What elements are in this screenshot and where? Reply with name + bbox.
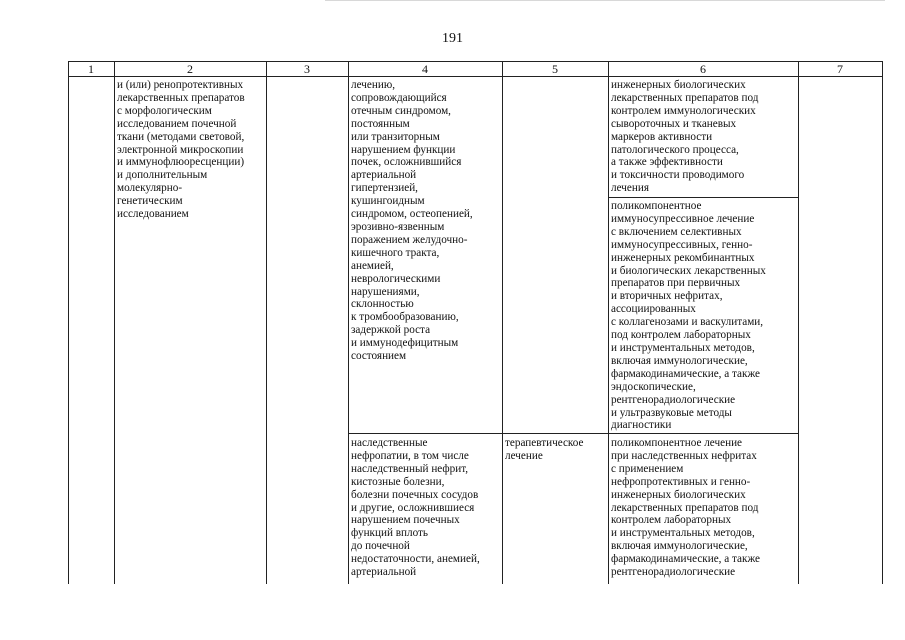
header-col-7: 7 — [837, 62, 843, 76]
col-divider-4-5 — [502, 61, 503, 584]
col-divider-3-4 — [348, 61, 349, 584]
table-border-left — [68, 61, 69, 584]
row2-divider — [348, 433, 799, 434]
header-col-1: 1 — [88, 62, 94, 76]
row1-col2-text: и (или) ренопротективных лекарственных препаратов с морфологическим исследованием почечной ткани (методами световой, электронной микроскопии и иммунофлюоресценции) и дополнительным молекулярно- генетическим исследованием — [117, 79, 245, 221]
table-border-right — [882, 61, 883, 584]
col-divider-1-2 — [114, 61, 115, 584]
header-col-3: 3 — [304, 62, 310, 76]
header-col-4: 4 — [422, 62, 428, 76]
header-col-5: 5 — [552, 62, 558, 76]
row2-col4-text: наследственные нефропатии, в том числе наследственный нефрит, кистозные болезни, болезни почечных сосудов и другие, осложнившиеся нарушением почечных функций вплоть до почечной недостаточности, анемией, артериальной — [351, 437, 480, 579]
page-top-edge-line — [325, 0, 885, 1]
row1-col6a-text: инженерных биологических лекарственных препаратов под контролем иммунологических сывороточных и тканевых маркеров активности патологического процесса, а также эффективности и токсичности проводимого лечения — [611, 79, 759, 195]
row2-col5-text: терапевтическое лечение — [505, 437, 584, 462]
page-number: 191 — [442, 31, 463, 46]
row1-col4-text: лечению, сопровождающийся отечным синдромом, постоянным или транзиторным нарушением функции почек, осложнившийся артериальной гипертензией, кушингоидным синдромом, остеопенией, эрозивно-язвенным поражением желудочно- кишечного тракта, анемией, неврологическими нарушениями, склонностью к тромбообразованию, задержкой роста и иммунодефицитным состоянием — [351, 79, 473, 363]
col6-subrow-divider — [608, 197, 799, 198]
header-col-6: 6 — [700, 62, 706, 76]
row2-col6-text: поликомпонентное лечение при наследственных нефритах с применением нефропротективных и генно- инженерных биологических лекарственных препаратов под контролем лабораторных и инструментальных методов, включая иммунологические, фармакодинамические, а также рентгенорадиологические — [611, 437, 760, 579]
header-col-2: 2 — [187, 62, 193, 76]
header-row-divider — [68, 76, 883, 77]
col-divider-5-6 — [608, 61, 609, 584]
row1-col6b-text: поликомпонентное иммуносупрессивное лечение с включением селективных иммуносупрессивных, генно- инженерных рекомбинантных и биологических лекарственных препаратов при первичных и вторичных нефритах, ассоциированных с коллагенозами и васкулитами, под контролем лабораторных и инструментальных методов, включая иммунологические, фармакодинамические, а также эндоскопические, рентгенорадиологические и ультразвуковые методы диагностики — [611, 200, 766, 432]
